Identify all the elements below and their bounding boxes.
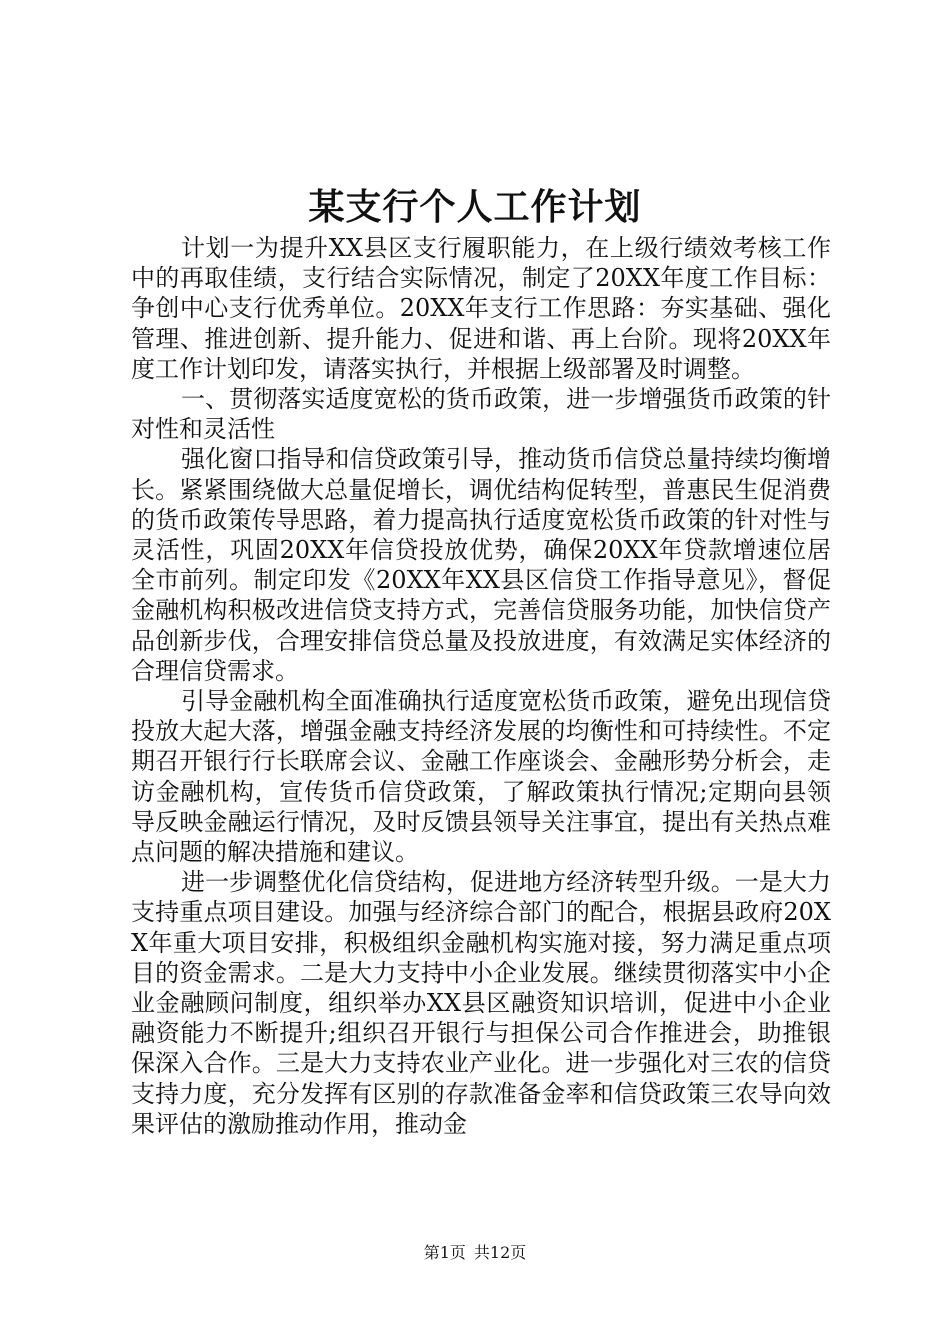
document-title: 某支行个人工作计划 bbox=[308, 186, 642, 228]
document-body bbox=[131, 233, 831, 1139]
paragraph-intro: 计划一为提升XX县区支行履职能力，在上级行绩效考核工作中的再取佳绩，支行结合实际情况，制定了20XX年度工作目标：争创中心支行优秀单位。20XX年支行工作思路：夯实基础、强化管理、推进创新、提升能力、促进和谐、再上台阶。现将20XX年度工作计划印发，请落实执行，并根据上级部署及时调整。 bbox=[131, 234, 831, 383]
paragraph-window-guidance: 强化窗口指导和信贷政策引导，推动货币信贷总量持续均衡增长。紧紧围绕做大总量促增长，调优结构促转型，普惠民生促消费的货币政策传导思路，着力提高执行适度宽松货币政策的针对性与灵活性，巩固20XX年信贷投放优势，确保20XX年贷款增速位居全市前列。制定印发《20XX年XX县区信贷工作指导意见》，督促金融机构积极改进信贷支持方式，完善信贷服务功能，加快信贷产品创新步伐，合理安排信贷总量及投放进度，有效满足实体经济的合理信贷需求。 bbox=[131, 445, 831, 685]
paragraph-credit-structure: 进一步调整优化信贷结构，促进地方经济转型升级。一是大力支持重点项目建设。加强与经济综合部门的配合，根据县政府20XX年重大项目安排，积极组织金融机构实施对接，努力满足重点项目的资金需求。二是大力支持中小企业发展。继续贯彻落实中小企业金融顾问制度，组织举办XX县区融资知识培训，促进中小企业融资能力不断提升;组织召开银行与担保公司合作推进会，助推银保深入合作。三是大力支持农业产业化。进一步强化对三农的信贷支持力度，充分发挥有区别的存款准备金率和信贷政策三农导向效果评估的激励推动作用，推动金 bbox=[131, 868, 831, 1138]
page-footer bbox=[0, 1242, 950, 1264]
paragraph-section-heading: 一、贯彻落实适度宽松的货币政策，进一步增强货币政策的针对性和灵活性 bbox=[131, 385, 831, 444]
paragraph-guide-institutions: 引导金融机构全面准确执行适度宽松货币政策，避免出现信贷投放大起大落，增强金融支持经济发展的均衡性和可持续性。不定期召开银行行长联席会议、金融工作座谈会、金融形势分析会，走访金融机构，宣传货币信贷政策，了解政策执行情况;定期向县领导反映金融运行情况，及时反馈县领导关注事宜，提出有关热点难点问题的解决措施和建议。 bbox=[131, 687, 831, 867]
page-number-total: 共12页 bbox=[473, 1243, 527, 1262]
page-number-current: 第1页 bbox=[423, 1243, 466, 1262]
